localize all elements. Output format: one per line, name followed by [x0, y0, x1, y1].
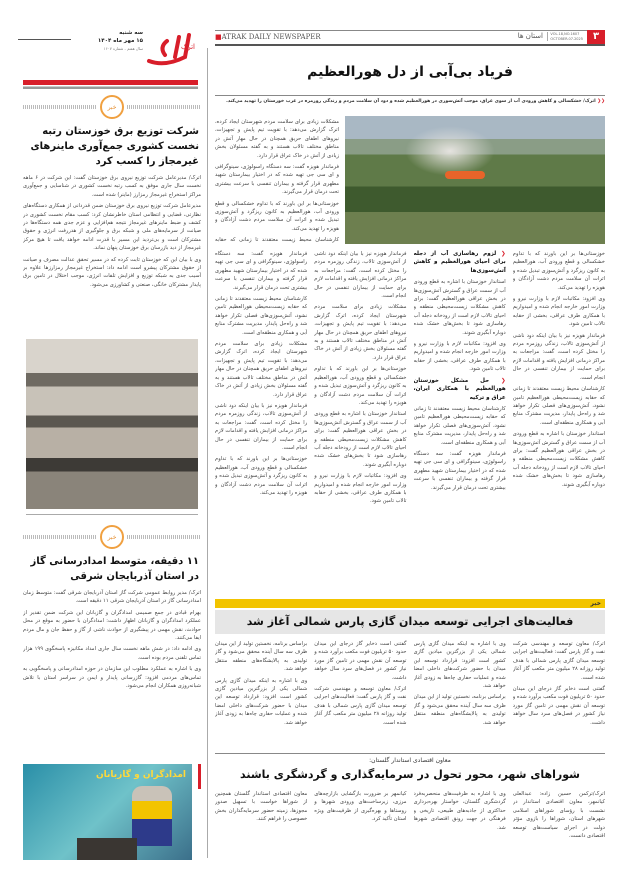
- volume: VOL.18,NO.1607: [550, 32, 580, 36]
- sidebar-article-2: [23, 525, 201, 860]
- article-body: اترک/ مدیرعامل شرکت توزیع نیروی برق خوزستان گفت: این شرکت در ۶ ماهه نخست سال جاری موفق به کسب رتبه نخست کشوری در شناسایی و جمع‌آوری مراکز استخراج غیرمجاز رمزارز (ماینر) شده است. مدیرعامل شرکت توزیع نیروی برق خوزستان ضمن قدردانی از همکاری دستگاه‌های نظارتی، قضایی و انتظامی استان خاطرنشان کرد: کسب مقام نخست کشوری در کشف و ضبط ماینرهای غیرمجاز نتیجه هم‌افزایی و عزم جدی همه دستگاه‌ها در صیانت از سرمایه‌های ملی و شبکه برق و جلوگیری از هدررفت انرژی و حقوق مشترکان است و بی‌تردید این مسیر با قدرت ادامه خواهد یافت تا هیچ مرکز غیرمجاز از دید بازرسان برق خوزستان پنهان نماند. وی با بیان این که خوزستان ثابت کرده که در مسیر تحقق عدالت مصرف و صیانت از حقوق مشترکان پیشرو است ادامه داد: استخراج غیرمجاز رمزارزها علاوه بر آسیب جدی به شبکه توزیع و افزایش تلفات انرژی، موجب اختلال در تامین برق پایدار مشترکان خانگی، صنعتی و کشاورزی می‌شود.: [23, 175, 201, 288]
- news-emblem: خبر: [23, 525, 201, 549]
- masthead-bar: [23, 80, 198, 89]
- wetland-fire-photo: [345, 116, 605, 244]
- date: ۱۵ مهر ماه ۱۴۰۴: [97, 38, 143, 44]
- day: سه شنبه: [119, 30, 143, 36]
- sidebar-article-1: [23, 95, 201, 515]
- section-name: استان ها: [517, 32, 543, 40]
- subhead: ❮ حل مشکل خوزستان هورالعظیم با همکاری ایران، عراق و ترکیه: [413, 377, 506, 401]
- article2-columns: اترک/ معاون توسعه و مهندسی شرکت نفت و گاز پارس گفت: فعالیت‌های اجرایی توسعه میدان گازی پارس شمالی با هدف تولید روزانه ۲۸ میلیون متر مکعب گاز آغاز شده است. گفتنی است ذخایر گاز درجای این میدان حدود ۵۰ تریلیون فوت مکعب برآورد شده و توسعه آن نقش مهمی در تامین گاز مورد نیاز کشور در فصل‌های سرد سال خواهد داشت. وی با اشاره به اینکه میدان گازی پارس شمالی یکی از بزرگترین میادین گازی کشور است افزود: قرارداد توسعه این میدان با حضور شرکت‌های داخلی امضا شده و عملیات حفاری چاه‌ها به زودی آغاز خواهد شد. براساس برنامه، نخستین تولید از این میدان ظرف سه سال آینده محقق می‌شود و گاز تولیدی به پالایشگاه‌های منطقه منتقل خواهد شد. گفتنی است ذخایر گاز درجای این میدان حدود ۵۰ تریلیون فوت مکعب برآورد شده و توسعه آن نقش مهمی در تامین گاز مورد نیاز کشور در فصل‌های سرد سال خواهد داشت. اترک/ معاون توسعه و مهندسی شرکت نفت و گاز پارس گفت: فعالیت‌های اجرایی توسعه میدان گازی پارس شمالی با هدف تولید روزانه ۲۸ میلیون متر مکعب گاز آغاز شده است. براساس برنامه، نخستین تولید از این میدان ظرف سه سال آینده محقق می‌شود و گاز تولیدی به پالایشگاه‌های منطقه منتقل خواهد شد. وی با اشاره به اینکه میدان گازی پارس شمالی یکی از بزرگترین میادین گازی کشور است افزود: قرارداد توسعه این میدان با حضور شرکت‌های داخلی امضا شده و عملیات حفاری چاه‌ها به زودی آغاز خواهد شد.: [215, 641, 605, 726]
- miners-photo: [26, 339, 198, 509]
- photo-caption: امدادگران و گازبانان: [95, 770, 186, 780]
- article-title: ۱۱ دقیقه، متوسط امدادرسانی گاز در استان آذربایجان شرقی: [30, 556, 199, 582]
- article-title: شرکت توزیع برق خوزستان رتبه نخست کشوری جمع‌آوری ماینرهای غیرمجاز را کسب کرد: [30, 126, 199, 167]
- column-divider: [207, 48, 208, 858]
- subhead: ❮ لزوم رهاسازی آب از دجله برای احیای هورالعظیم و کاهش آتش‌سوزی‌ها: [413, 251, 506, 274]
- news-label: خبر: [590, 600, 601, 607]
- news-label-bar: [215, 599, 605, 608]
- article3-columns: اترک/ترکمن حسین زاده: عبدالعلی کیانمهر، معاون اقتصادی استاندار در نشست با رؤسای شوراهای اسلامی شهرهای استان، شوراها را بازوی مؤثر دولت در اجرای سیاست‌های توسعه اقتصادی دانست. وی با اشاره به ظرفیت‌های منحصربه‌فرد گردشگری گلستان، خواستار بهره‌برداری حداکثری از جاذبه‌های طبیعی، تاریخی و فرهنگی در جهت رونق اقتصادی شهرها شد. کیانمهر بر ضرورت بازگشایی بازارچه‌های مرزی، زیرساخت‌های ورودی شهرها و روستاها و بهره‌گیری از ظرفیت‌های ویژه استان تأکید کرد. معاون اقتصادی استاندار گلستان همچنین از شوراها خواست با تسهیل صدور مجوزها، زمینه حضور سرمایه‌گذاران بخش خصوصی را فراهم کنند.: [215, 791, 605, 840]
- masthead-logo: [145, 27, 203, 67]
- gas-workers-photo: [23, 764, 192, 860]
- news-emblem: [23, 95, 201, 119]
- newspaper-name: ■ATRAK DAILY NEWSPAPER: [215, 33, 321, 41]
- main-text-beside-photo: مشکلات زیادی برای سلامت مردم شهرستان ایجاد کرده، اترک گزارش می‌دهد: با تقویت تیم پایش و تجهیزات، نیروهای اطفای حریق همچنان در حال مهار آتش در مناطق مختلف تالاب هستند و به گفته مسئولان بخش زیادی از آتش در خاک عراق قرار دارد. فرماندار هویزه گفت: سه دستگاه راسولوژی، سینوگرافی و ای سی جی تهیه شده که در اختیار بیمارستان شهید مطهری قرار گرفته و بیماران تنفسی با سرعت بیشتری تحت درمان قرار می‌گیرند. خوزستانی‌ها بر این باورند که با تداوم خشکسالی و قطع ورودی آب، هورالعظیم به کانون ریزگرد و آتش‌سوزی تبدیل شده و اثرات آن سلامت مردم دشت آزادگان و هویزه را تهدید می‌کند. کارشناسان محیط زیست معتقدند تا زمانی که حقابه: [215, 119, 339, 244]
- issue: سال هفتم - شماره ۱۶۰۷: [103, 46, 143, 51]
- main-lead: ❮❮ اترک/ خشکسالی و کاهش ورودی آب از سوی عراق، موجب آتش‌سوزی در هورالعظیم شده و دود آن سلامت مردم و زندگی روزمره در غرب خوزستان را تهدید می‌کند.: [215, 95, 605, 104]
- main-headline: فریاد بی‌آبی از دل هورالعظیم: [307, 64, 513, 80]
- article2-title: فعالیت‌های اجرایی توسعه میدان گازی پارس شمالی آغاز شد: [215, 610, 605, 634]
- page-header: [215, 30, 605, 42]
- badge: خبر: [100, 95, 124, 119]
- main-article-columns: خوزستانی‌ها بر این باورند که با تداوم خشکسالی و قطع ورودی آب، هورالعظیم به کانون ریزگرد و آتش‌سوزی تبدیل شده و اثرات آن سلامت مردم دشت آزادگان و هویزه را تهدید می‌کند. وی افزود: مکاتبات لازم با وزارت نیرو و وزارت امور خارجه انجام شده و امیدواریم با همکاری طرف عراقی، بخشی از حقابه تالاب تامین شود. فرماندار هویزه نیز با بیان اینکه دود ناشی از آتش‌سوزی تالاب، زندگی روزمره مردم را مختل کرده است، گفت: مراجعات به مراکز درمانی افزایش یافته و اقدامات لازم برای حمایت از بیماران تنفسی در حال انجام است. کارشناسان محیط زیست معتقدند تا زمانی که حقابه زیست‌محیطی هورالعظیم تامین نشود، آتش‌سوزی‌های فصلی تکرار خواهد شد و راه‌حل پایدار، مدیریت مشترک منابع آبی و همکاری منطقه‌ای است. استاندار خوزستان با اشاره به قطع ورودی آب از سمت عراق و گسترش آتش‌سوزی‌ها در بخش عراقی هورالعظیم گفت: برای کاهش مشکلات زیست‌محیطی منطقه و احیای تالاب لازم است از رودخانه دجله آب رهاسازی شود تا بخش‌های خشک شده دوباره آبگیری شوند. ❮ لزوم رهاسازی آب از دجله برای احیای هورالعظیم و کاهش آتش‌سوزی‌ها استاندار خوزستان با اشاره به قطع ورودی آب از سمت عراق و گسترش آتش‌سوزی‌ها در بخش عراقی هورالعظیم گفت: برای کاهش مشکلات زیست‌محیطی منطقه و احیای تالاب لازم است از رودخانه دجله آب رهاسازی شود تا بخش‌های خشک شده دوباره آبگیری شوند. وی افزود: مکاتبات لازم با وزارت نیرو و وزارت امور خارجه انجام شده و امیدواریم با همکاری طرف عراقی، بخشی از حقابه تالاب تامین شود. ❮ حل مشکل خوزستان هورالعظیم با همکاری ایران، عراق و ترکیه کارشناسان محیط زیست معتقدند تا زمانی که حقابه زیست‌محیطی هورالعظیم تامین نشود، آتش‌سوزی‌های فصلی تکرار خواهد شد و راه‌حل پایدار، مدیریت مشترک منابع آبی و همکاری منطقه‌ای است. فرماندار هویزه گفت: سه دستگاه راسولوژی، سینوگرافی و ای سی جی تهیه شده که در اختیار بیمارستان شهید مطهری قرار گرفته و بیماران تنفسی با سرعت بیشتری تحت درمان قرار می‌گیرند. فرماندار هویزه نیز با بیان اینکه دود ناشی از آتش‌سوزی تالاب، زندگی روزمره مردم را مختل کرده است، گفت: مراجعات به مراکز درمانی افزایش یافته و اقدامات لازم برای حمایت از بیماران تنفسی در حال انجام است. مشکلات زیادی برای سلامت مردم شهرستان ایجاد کرده، اترک گزارش می‌دهد: با تقویت تیم پایش و تجهیزات، نیروهای اطفای حریق همچنان در حال مهار آتش در مناطق مختلف تالاب هستند و به گفته مسئولان بخش زیادی از آتش در خاک عراق قرار دارد. خوزستانی‌ها بر این باورند که با تداوم خشکسالی و قطع ورودی آب، هورالعظیم به کانون ریزگرد و آتش‌سوزی تبدیل شده و اثرات آن سلامت مردم دشت آزادگان و هویزه را تهدید می‌کند. استاندار خوزستان با اشاره به قطع ورودی آب از سمت عراق و گسترش آتش‌سوزی‌ها در بخش عراقی هورالعظیم گفت: برای کاهش مشکلات زیست‌محیطی منطقه و احیای تالاب لازم است از رودخانه دجله آب رهاسازی شود تا بخش‌های خشک شده دوباره آبگیری شوند. وی افزود: مکاتبات لازم با وزارت نیرو و وزارت امور خارجه انجام شده و امیدواریم با همکاری طرف عراقی، بخشی از حقابه تالاب تامین شود. فرماندار هویزه گفت: سه دستگاه راسولوژی، سینوگرافی و ای سی جی تهیه شده که در اختیار بیمارستان شهید مطهری قرار گرفته و بیماران تنفسی با سرعت بیشتری تحت درمان قرار می‌گیرند. کارشناسان محیط زیست معتقدند تا زمانی که حقابه زیست‌محیطی هورالعظیم تامین نشود، آتش‌سوزی‌های فصلی تکرار خواهد شد و راه‌حل پایدار، مدیریت مشترک منابع آبی و همکاری منطقه‌ای است. مشکلات زیادی برای سلامت مردم شهرستان ایجاد کرده، اترک گزارش می‌دهد: با تقویت تیم پایش و تجهیزات، نیروهای اطفای حریق همچنان در حال مهار آتش در مناطق مختلف تالاب هستند و به گفته مسئولان بخش زیادی از آتش در خاک عراق قرار دارد. فرماندار هویزه نیز با بیان اینکه دود ناشی از آتش‌سوزی تالاب، زندگی روزمره مردم را مختل کرده است، گفت: مراجعات به مراکز درمانی افزایش یافته و اقدامات لازم برای حمایت از بیماران تنفسی در حال انجام است. خوزستانی‌ها بر این باورند که با تداوم خشکسالی و قطع ورودی آب، هورالعظیم به کانون ریزگرد و آتش‌سوزی تبدیل شده و اثرات آن سلامت مردم دشت آزادگان و هویزه را تهدید می‌کند.: [215, 251, 605, 505]
- page-number: ۳: [587, 30, 605, 44]
- date-en: OCTOBER.07.2025: [550, 36, 583, 41]
- article-body: اترک/ مدیر روابط عمومی شرکت گاز استان آذربایجان شرقی گفت: متوسط زمان امدادرسانی گاز در استان آذربایجان شرقی ۱۱ دقیقه است. بهرام قبادی در جمع صمیمی امدادگران و گازبانان این شرکت ضمن تقدیر از عملکرد امدادگران و گازبانان اظهار داشت: امدادگران با حضور به موقع در محل حوادث، نقش مهمی در پیشگیری از حوادث ناشی از گاز و حفظ جان و مال مردم ایفا می‌کنند. وی ادامه داد: در شش ماهه نخست سال جاری امداد مکانیزه پاسخگوی ۱۹۹ هزار تماس تلفنی مردم بوده است. وی با اشاره به عملکرد مطلوب این سازمان در حوزه امدادرسانی و پاسخگویی به تماس‌های مردمی افزود: گازرسانی پایدار و ایمن در سراسر استان با تلاش شبانه‌روزی همکاران انجام می‌شود.: [23, 590, 201, 690]
- article3-title: شوراهای شهر، محور تحول در سرمایه‌گذاری و گردشگری باشند: [240, 768, 580, 781]
- sidebar: [18, 25, 203, 865]
- svg-text:اترک: اترک: [180, 43, 195, 51]
- masthead-rule: [18, 39, 71, 40]
- article3-kicker: معاون اقتصادی استاندار گلستان:: [369, 757, 451, 764]
